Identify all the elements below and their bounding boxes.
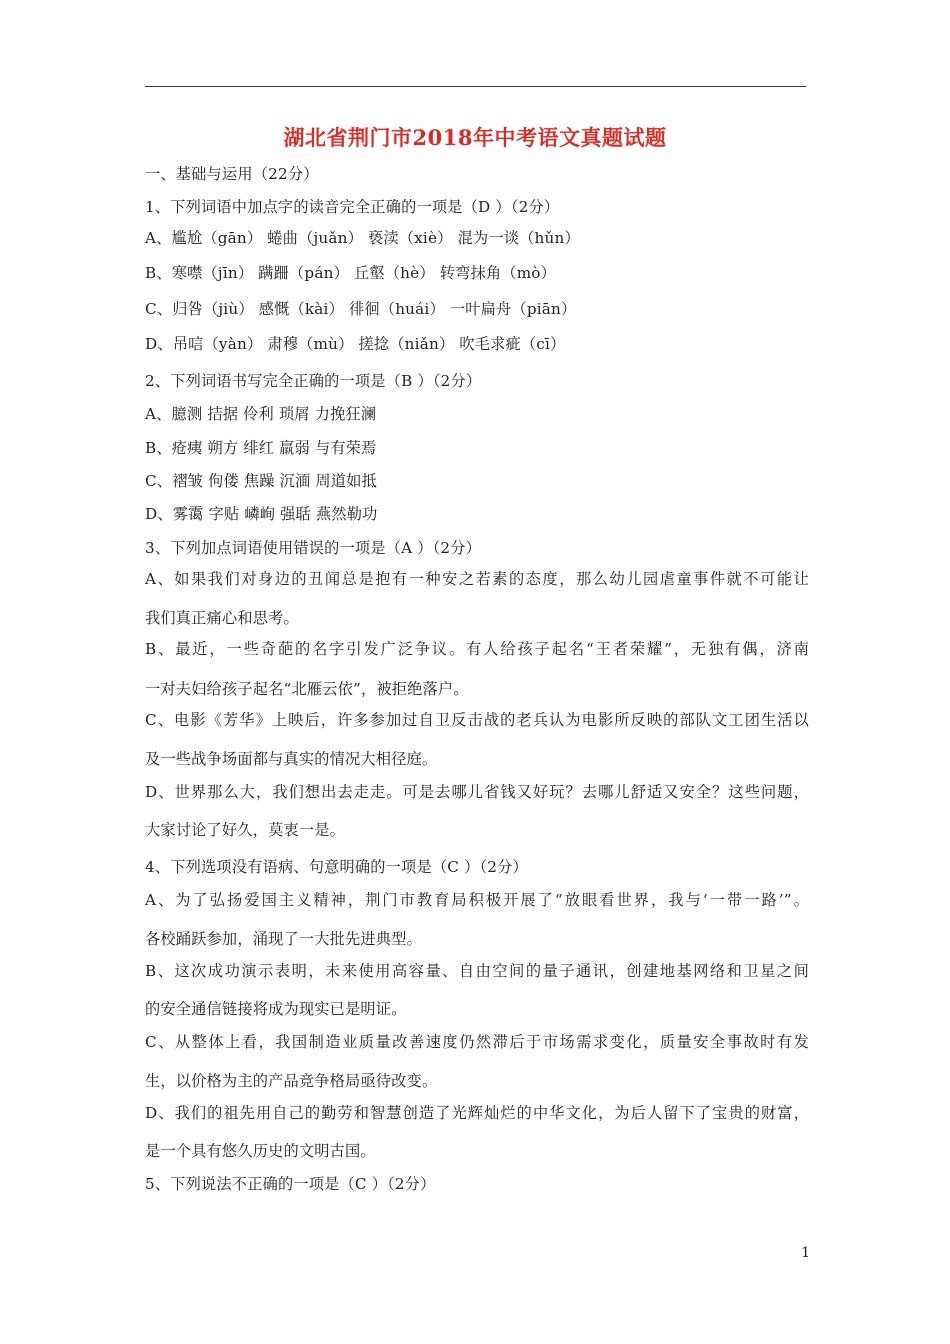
q1-option-c: C、归咎（jiù） 感慨（kài） 徘徊（huái） 一叶扁舟（piān） (145, 300, 577, 318)
page-number: 1 (801, 1245, 810, 1261)
q4-option-b-line1: B、这次成功演示表明，未来使用高容量、自由空间的量子通讯，创建地基网络和卫星之间 (145, 962, 809, 980)
q1-option-a: A、尴尬（gān） 蜷曲（juǎn） 亵渎（xiè） 混为一谈（hǔn） (145, 229, 580, 247)
question-5: 5、下列说法不正确的一项是（C ）（2分） (145, 1175, 436, 1193)
q2-option-d: D、雾霭 字贴 嶙峋 强聒 燕然勒功 (145, 505, 378, 523)
q1-option-d: D、吊唁（yàn） 肃穆（mù） 搓捻（niǎn） 吹毛求疵（cī） (145, 335, 566, 353)
q3-option-d-line1: D、世界那么大，我们想出去走走。可是去哪儿省钱又好玩？去哪儿舒适又安全？这些问题， (145, 783, 809, 801)
section-heading: 一、基础与运用（22分） (145, 165, 319, 183)
q4-option-d-line1: D、我们的祖先用自己的勤劳和智慧创造了光辉灿烂的中华文化，为后人留下了宝贵的财富， (145, 1104, 809, 1122)
question-2: 2、下列词语书写完全正确的一项是（B ）（2分） (145, 372, 482, 390)
q4-option-a-line2: 各校踊跃参加，涌现了一大批先进典型。 (145, 930, 422, 948)
question-4: 4、下列选项没有语病、句意明确的一项是（C ）（2分） (145, 858, 528, 876)
q2-option-b: B、疮痍 朔方 绯红 羸弱 与有荣焉 (145, 439, 377, 457)
q3-option-b-line1: B、最近，一些奇葩的名字引发广泛争议。有人给孩子起名“王者荣耀”，无独有偶，济南 (145, 640, 809, 658)
q3-option-a-line1: A、如果我们对身边的丑闻总是抱有一种安之若素的态度，那么幼儿园虐童事件就不可能让 (145, 570, 809, 588)
document-title: 湖北省荆门市2018年中考语文真题试题 (283, 125, 667, 150)
q3-option-d-line2: 大家讨论了好久，莫衷一是。 (145, 821, 346, 839)
q3-option-c-line1: C、电影《芳华》上映后，许多参加过自卫反击战的老兵认为电影所反映的部队文工团生活以 (145, 711, 809, 729)
q2-option-c: C、褶皱 佝偻 焦躁 沉湎 周道如抵 (145, 472, 377, 490)
question-1: 1、下列词语中加点字的读音完全正确的一项是（D ）（2分） (145, 198, 560, 216)
question-3: 3、下列加点词语使用错误的一项是（A ）（2分） (145, 539, 482, 557)
q2-option-a: A、臆测 拮据 伶利 琐屑 力挽狂澜 (145, 405, 377, 423)
q4-option-a-line1: A、为了弘扬爱国主义精神，荆门市教育局积极开展了“放眼看世界，我与‘一带一路’”。 (145, 891, 809, 909)
q4-option-d-line2: 是一个具有悠久历史的文明古国。 (145, 1142, 376, 1160)
q3-option-a-line2: 我们真正痛心和思考。 (145, 609, 299, 627)
q1-option-b: B、寒噤（jīn） 蹒跚（pán） 丘壑（hè） 转弯抹角（mò） (145, 264, 557, 282)
header-rule (145, 86, 806, 87)
q3-option-c-line2: 及一些战争场面都与真实的情况大相径庭。 (145, 750, 438, 768)
q4-option-b-line2: 的安全通信链接将成为现实已是明证。 (145, 1000, 407, 1018)
q4-option-c-line1: C、从整体上看，我国制造业质量改善速度仍然滞后于市场需求变化，质量安全事故时有发 (145, 1033, 809, 1051)
q3-option-b-line2: 一对夫妇给孩子起名“北雁云依”，被拒绝落户。 (145, 680, 469, 698)
q4-option-c-line2: 生，以价格为主的产品竞争格局亟待改变。 (145, 1072, 438, 1090)
